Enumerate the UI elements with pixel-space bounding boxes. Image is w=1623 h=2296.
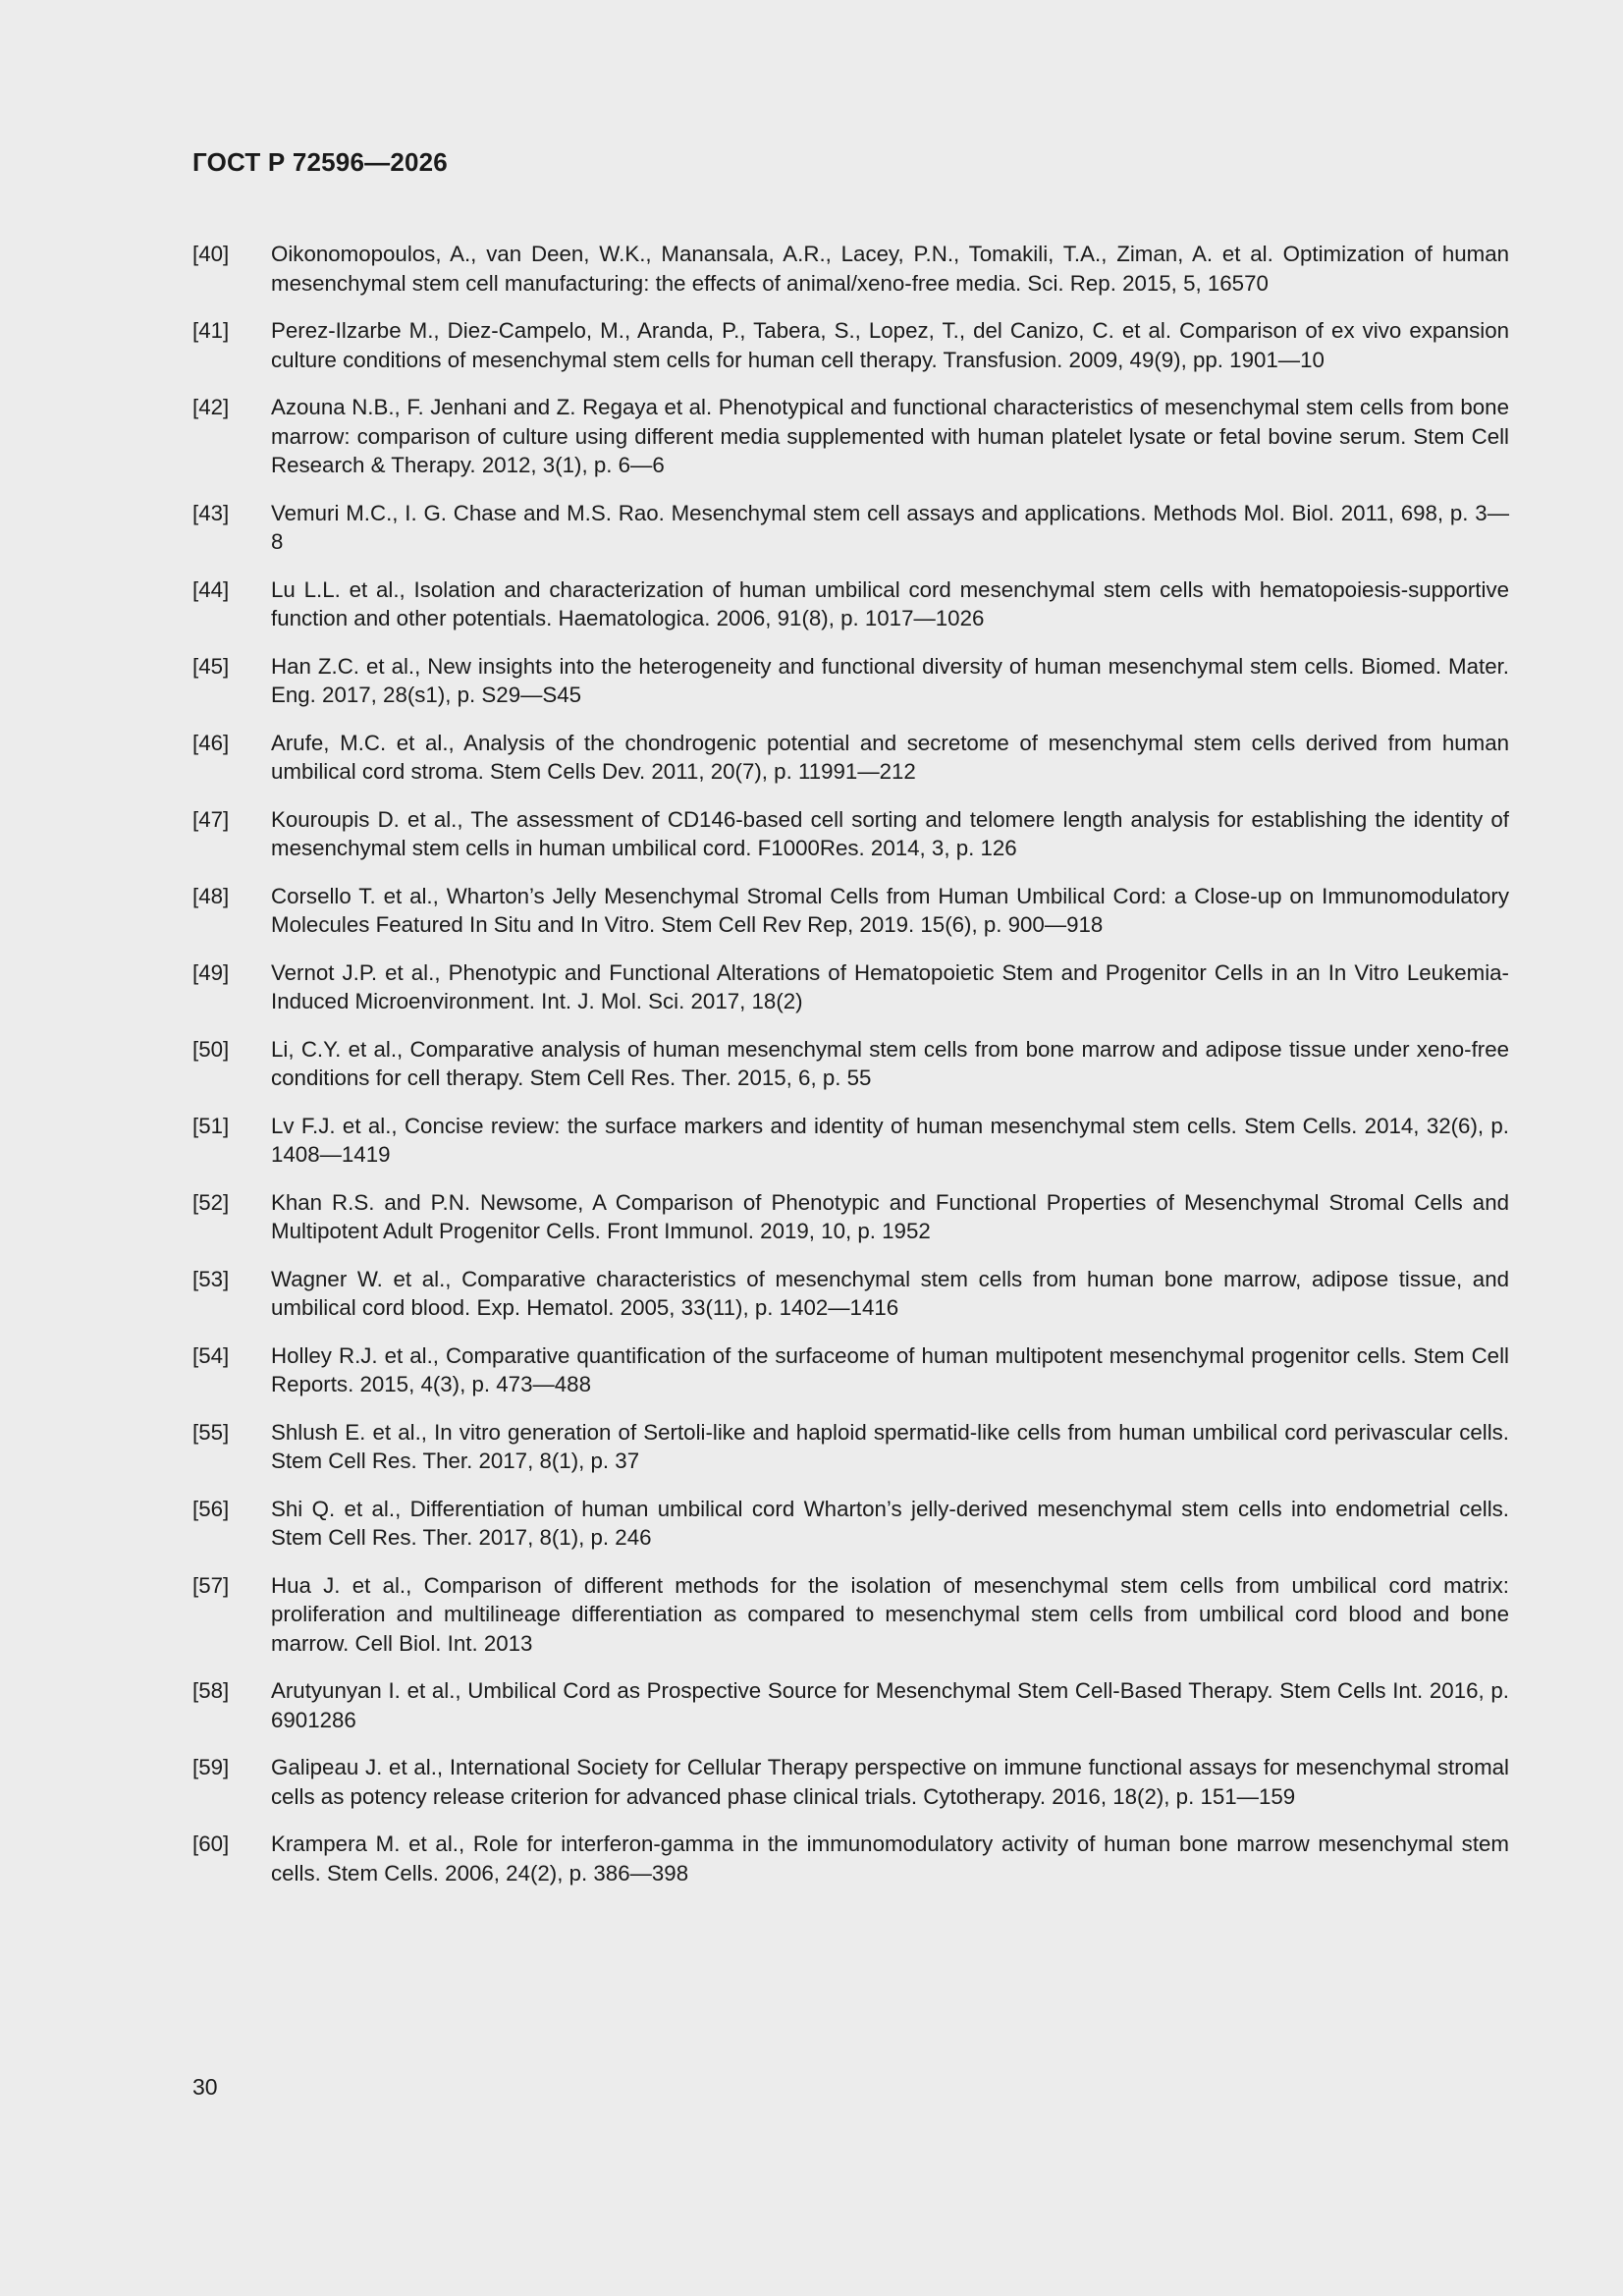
reference-item (192, 652, 1509, 710)
reference-text: Wagner W. et al., Comparative characteristics of mesenchymal stem cells from human bone marrow, adipose tissue, and umbilical cord blood. Exp. Hematol. 2005, 33(11), p. 1402—1416 (271, 1266, 1509, 1320)
reference-number: [55] (192, 1419, 230, 1445)
reference-item (192, 1676, 1509, 1734)
page-number: 30 (192, 2074, 218, 2100)
reference-item (192, 805, 1509, 863)
reference-text: Vemuri M.C., I. G. Chase and M.S. Rao. Mesenchymal stem cell assays and applications. Methods Mol. Biol. 2011, 698, p. 3—8 (271, 500, 1509, 554)
reference-text: Arutyunyan I. et al., Umbilical Cord as Prospective Source for Mesenchymal Stem Cell-Based Therapy. Stem Cells Int. 2016, p. 6901286 (271, 1678, 1509, 1732)
reference-item (192, 1830, 1509, 1887)
reference-number: [54] (192, 1342, 230, 1368)
reference-number: [46] (192, 730, 230, 755)
reference-item (192, 575, 1509, 633)
reference-number: [40] (192, 242, 230, 266)
reference-number: [56] (192, 1496, 230, 1521)
reference-item (192, 1265, 1509, 1323)
reference-item (192, 1495, 1509, 1553)
reference-text: Lv F.J. et al., Concise review: the surface markers and identity of human mesenchymal stem cells. Stem Cells. 2014, 32(6), p. 1408—1419 (271, 1113, 1509, 1167)
reference-text: Arufe, M.C. et al., Analysis of the chondrogenic potential and secretome of mesenchymal stem cells derived from human umbilical cord stroma. Stem Cells Dev. 2011, 20(7), p. 11991—212 (271, 730, 1509, 784)
reference-number: [51] (192, 1113, 230, 1138)
reference-number: [41] (192, 318, 230, 343)
reference-item (192, 882, 1509, 940)
reference-text: Han Z.C. et al., New insights into the heterogeneity and functional diversity of human mesenchymal stem cells. Biomed. Mater. Eng. 2017, 28(s1), p. S29—S45 (271, 653, 1509, 707)
reference-text: Oikonomopoulos, A., van Deen, W.K., Manansala, A.R., Lacey, P.N., Tomakili, T.A., Ziman, A. et al. Optimization of human mesenchymal stem cell manufacturing: the effects of animal/xeno-free media. Sci. Rep. 2015, 5, 16570 (271, 242, 1509, 296)
reference-text: Holley R.J. et al., Comparative quantification of the surfaceome of human multipotent mesenchymal progenitor cells. Stem Cell Reports. 2015, 4(3), p. 473—488 (271, 1342, 1509, 1396)
reference-number: [58] (192, 1678, 230, 1703)
reference-number: [43] (192, 500, 230, 525)
reference-list (192, 240, 1509, 1906)
reference-item (192, 1341, 1509, 1399)
reference-text: Khan R.S. and P.N. Newsome, A Comparison of Phenotypic and Functional Properties of Mesenchymal Stromal Cells and Multipotent Adult Progenitor Cells. Front Immunol. 2019, 10, p. 1952 (271, 1189, 1509, 1243)
reference-number: [50] (192, 1036, 230, 1062)
reference-number: [60] (192, 1831, 230, 1856)
reference-text: Perez-Ilzarbe M., Diez-Campelo, M., Aranda, P., Tabera, S., Lopez, T., del Canizo, C. et al. Comparison of ex vivo expansion culture conditions of mesenchymal stem cells for human cell therapy. Transfusion. 2009, 49(9), pp. 1901—10 (271, 318, 1509, 372)
document-header: ГОСТ Р 72596—2026 (192, 147, 448, 177)
reference-text: Shi Q. et al., Differentiation of human umbilical cord Wharton’s jelly-derived mesenchymal stem cells into endometrial cells. Stem Cell Res. Ther. 2017, 8(1), p. 246 (271, 1496, 1509, 1550)
reference-item (192, 1188, 1509, 1246)
reference-text: Krampera M. et al., Role for interferon-gamma in the immunomodulatory activity of human bone marrow mesenchymal stem cells. Stem Cells. 2006, 24(2), p. 386—398 (271, 1831, 1509, 1886)
reference-text: Li, C.Y. et al., Comparative analysis of human mesenchymal stem cells from bone marrow and adipose tissue under xeno-free conditions for cell therapy. Stem Cell Res. Ther. 2015, 6, p. 55 (271, 1036, 1509, 1090)
reference-number: [42] (192, 395, 230, 419)
reference-text: Lu L.L. et al., Isolation and characterization of human umbilical cord mesenchymal stem cells with hematopoiesis-supportive function and other potentials. Haematologica. 2006, 91(8), p. 1017—1026 (271, 576, 1509, 630)
reference-item (192, 729, 1509, 787)
reference-number: [53] (192, 1266, 230, 1291)
reference-text: Kouroupis D. et al., The assessment of CD146-based cell sorting and telomere length analysis for establishing the identity of mesenchymal stem cells in human umbilical cord. F1000Res. 2014, 3, p. 126 (271, 806, 1509, 860)
reference-number: [44] (192, 576, 230, 602)
reference-item (192, 1418, 1509, 1476)
reference-item (192, 1112, 1509, 1170)
reference-item (192, 316, 1509, 374)
reference-item (192, 393, 1509, 480)
reference-number: [57] (192, 1572, 230, 1598)
reference-number: [59] (192, 1755, 230, 1779)
reference-item (192, 1571, 1509, 1659)
reference-item (192, 1035, 1509, 1093)
reference-item (192, 240, 1509, 298)
reference-number: [45] (192, 653, 230, 679)
reference-item (192, 499, 1509, 557)
reference-number: [52] (192, 1189, 230, 1215)
reference-item (192, 958, 1509, 1016)
reference-number: [49] (192, 959, 230, 985)
reference-text: Vernot J.P. et al., Phenotypic and Functional Alterations of Hematopoietic Stem and Progenitor Cells in an In Vitro Leukemia-Induced Microenvironment. Int. J. Mol. Sci. 2017, 18(2) (271, 959, 1509, 1013)
reference-text: Azouna N.B., F. Jenhani and Z. Regaya et al. Phenotypical and functional characteristics of mesenchymal stem cells from bone marrow: comparison of culture using different media supplemented with human platelet lysate or fetal bovine serum. Stem Cell Research & Therapy. 2012, 3(1), p. 6—6 (271, 395, 1509, 477)
reference-number: [48] (192, 883, 230, 908)
reference-number: [47] (192, 806, 230, 832)
reference-text: Corsello T. et al., Wharton’s Jelly Mesenchymal Stromal Cells from Human Umbilical Cord: a Close-up on Immunomodulatory Molecules Featured In Situ and In Vitro. Stem Cell Rev Rep, 2019. 15(6), p. 900—918 (271, 883, 1509, 937)
reference-text: Hua J. et al., Comparison of different methods for the isolation of mesenchymal stem cells from umbilical cord matrix: proliferation and multilineage differentiation as compared to mesenchymal stem cells from umbilical cord blood and bone marrow. Cell Biol. Int. 2013 (271, 1572, 1509, 1656)
reference-text: Galipeau J. et al., International Society for Cellular Therapy perspective on immune functional assays for mesenchymal stromal cells as potency release criterion for advanced phase clinical trials. Cytotherapy. 2016, 18(2), p. 151—159 (271, 1755, 1509, 1809)
reference-item (192, 1753, 1509, 1811)
reference-text: Shlush E. et al., In vitro generation of Sertoli-like and haploid spermatid-like cells from human umbilical cord perivascular cells. Stem Cell Res. Ther. 2017, 8(1), p. 37 (271, 1419, 1509, 1473)
